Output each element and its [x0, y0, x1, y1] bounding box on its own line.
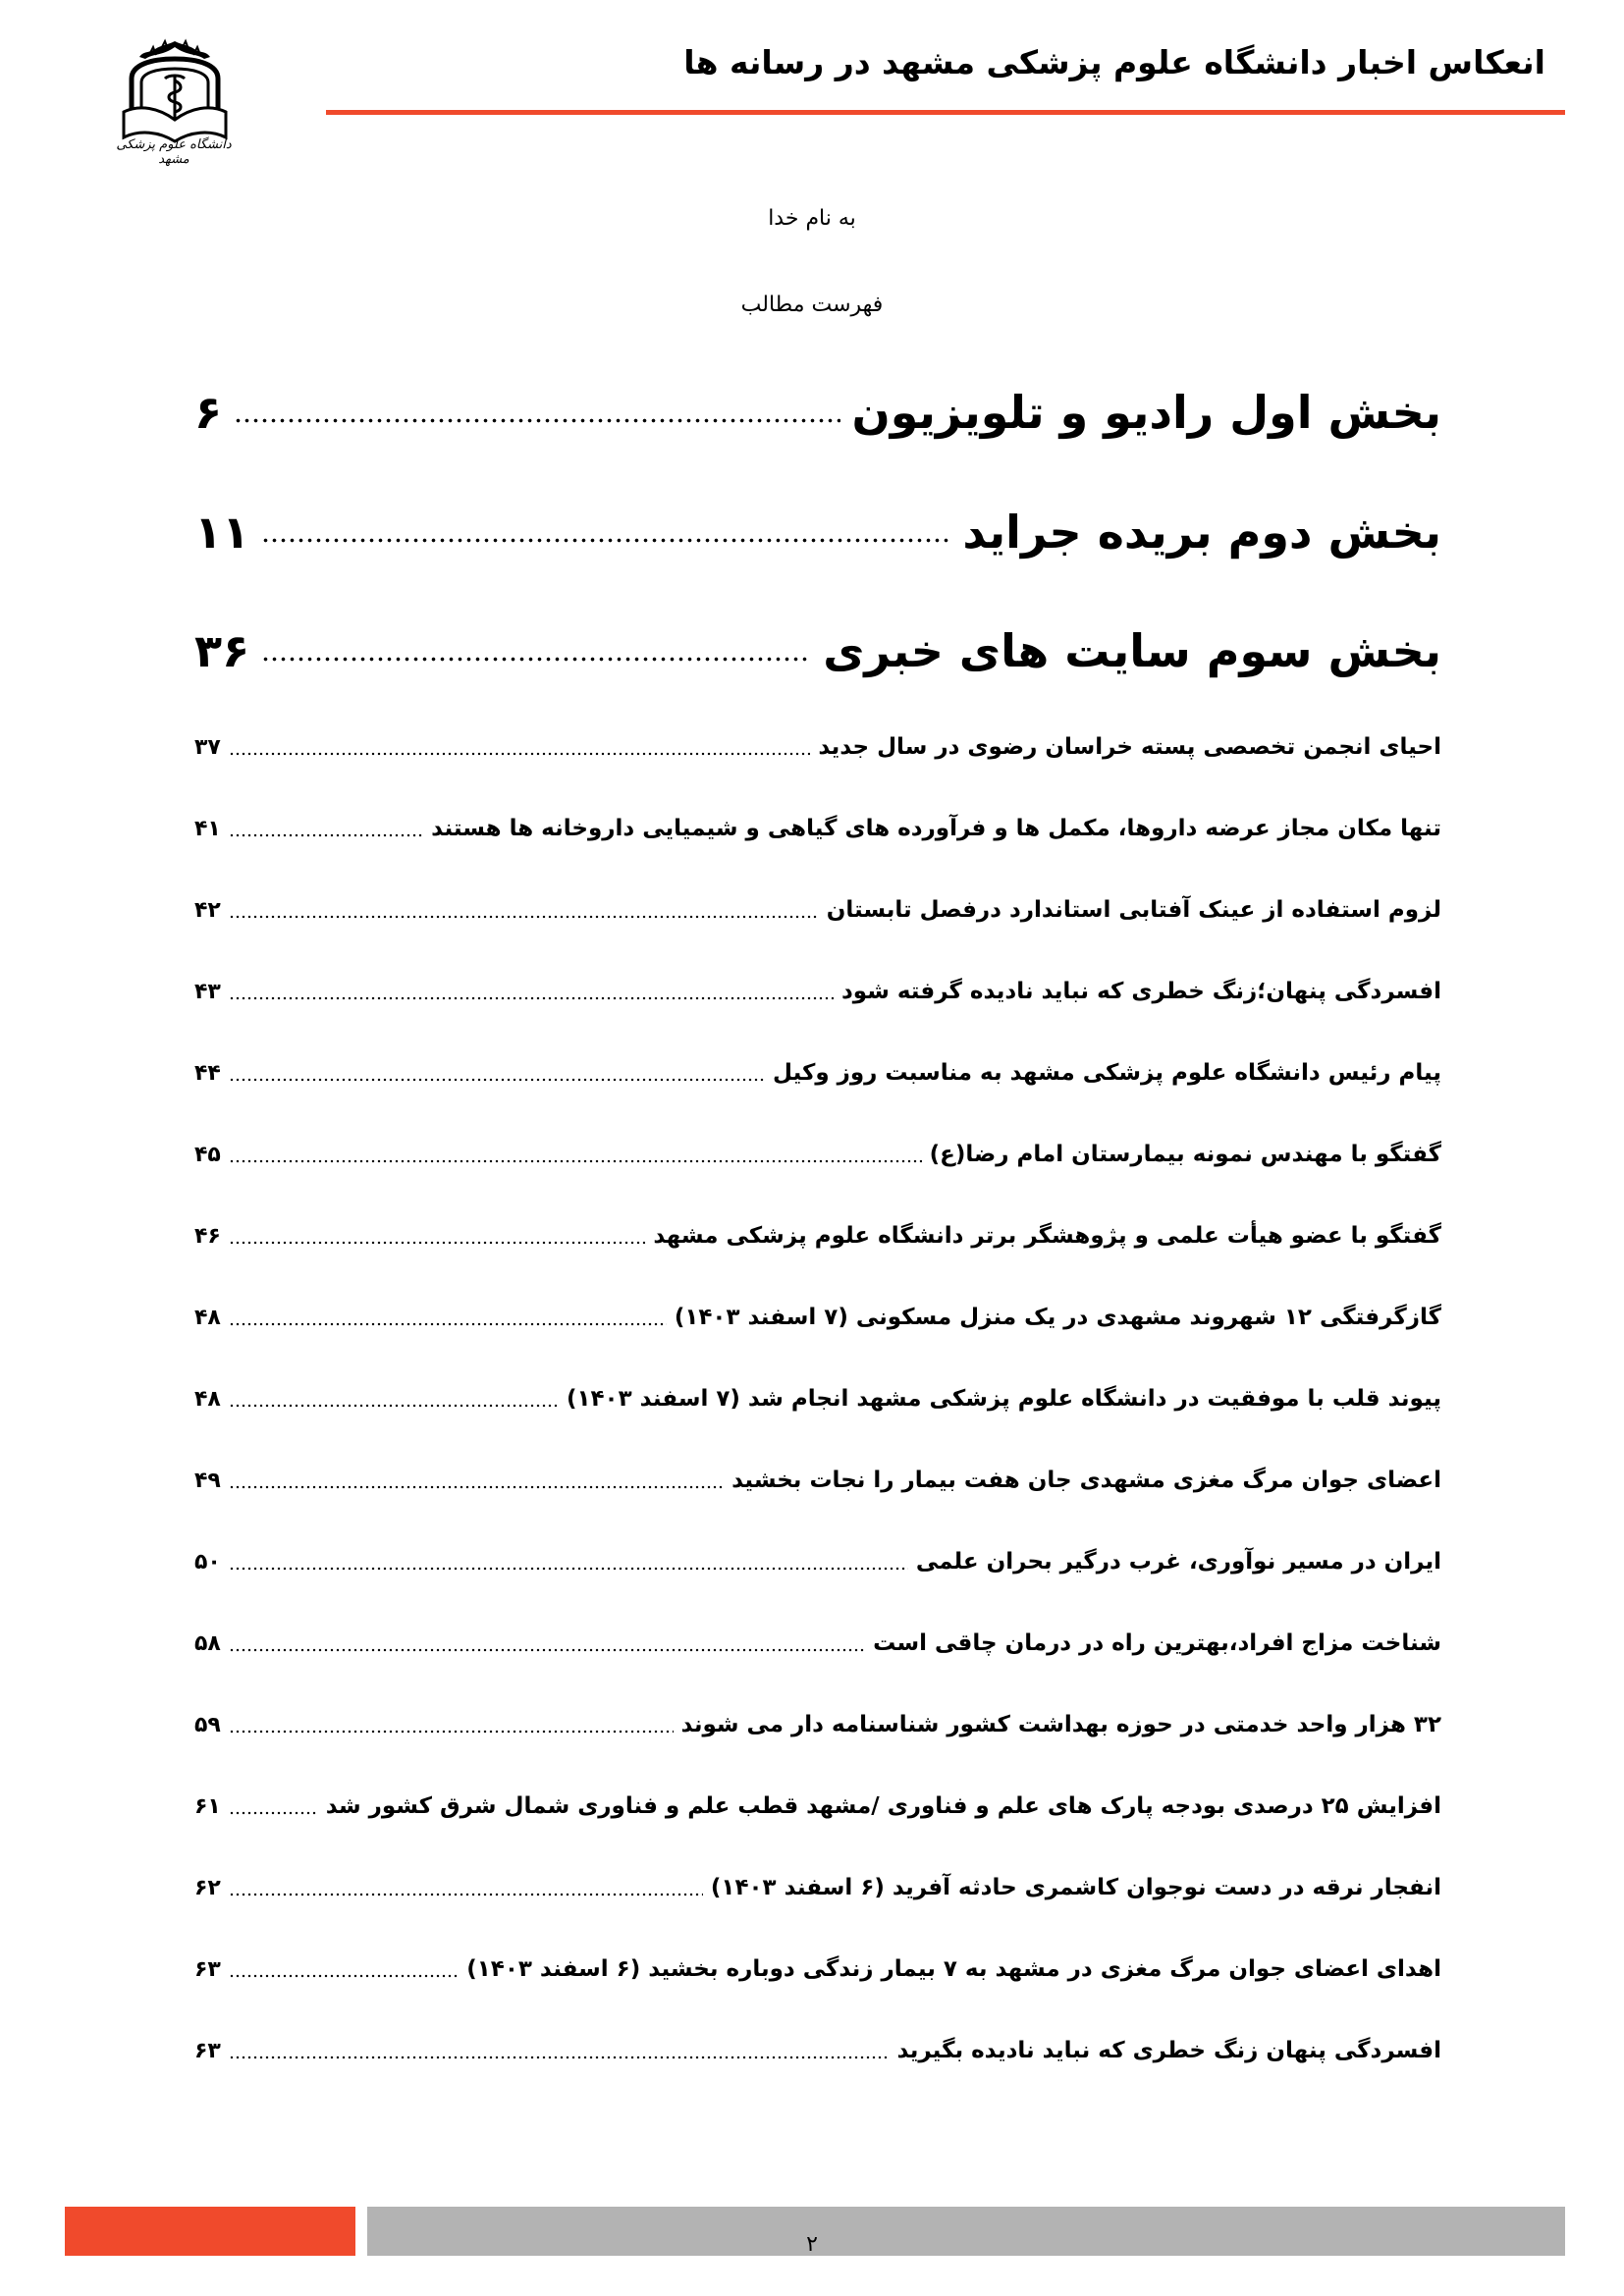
toc-item-title: تنها مکان مجاز عرضه داروها، مکمل ها و فرآورده های گیاهی و شیمیایی داروخانه ها هستند	[431, 816, 1441, 841]
toc-item-page: ۴۱	[194, 816, 221, 841]
toc-item[interactable]	[194, 727, 1441, 767]
dot-leader	[261, 512, 950, 552]
dot-leader	[229, 1796, 318, 1816]
dot-leader	[229, 819, 423, 838]
toc-item-title: اهدای اعضای جوان مرگ مغزی در مشهد به ۷ بیمار زندگی دوباره بخشید (۶ اسفند ۱۴۰۳)	[466, 1956, 1441, 1982]
dot-leader	[234, 393, 839, 432]
toc-section-entry[interactable]	[194, 378, 1441, 447]
toc-section-page: ۱۱	[194, 506, 250, 559]
toc-item[interactable]	[194, 1135, 1441, 1174]
dot-leader	[229, 2041, 890, 2060]
dot-leader	[229, 1715, 674, 1735]
dot-leader	[229, 1470, 724, 1490]
toc-item-title: گازگرفتگی ۱۲ شهروند مشهدی در یک منزل مسکونی (۷ اسفند ۱۴۰۳)	[674, 1305, 1441, 1330]
toc-item[interactable]	[194, 1624, 1441, 1663]
toc-item-page: ۴۶	[194, 1223, 221, 1249]
toc-section-title: بخش سوم سایت های خبری	[823, 624, 1441, 677]
toc-item[interactable]	[194, 890, 1441, 930]
toc-item-page: ۶۳	[194, 2038, 221, 2063]
toc-section-page: ۶	[194, 386, 223, 439]
toc-section-entry[interactable]	[194, 616, 1441, 685]
dot-leader	[229, 737, 810, 757]
toc-item[interactable]	[194, 1949, 1441, 1989]
dot-leader	[229, 1226, 646, 1246]
header-divider	[326, 110, 1565, 115]
toc-item-page: ۴۹	[194, 1468, 221, 1493]
toc-item[interactable]	[194, 1216, 1441, 1255]
toc-item[interactable]	[194, 1868, 1441, 1907]
dot-leader	[229, 1878, 703, 1897]
toc-item-title: احیای انجمن تخصصی پسته خراسان رضوی در سال جدید	[818, 734, 1441, 760]
toc-section-title: بخش دوم بریده جراید	[962, 506, 1441, 559]
toc-item[interactable]	[194, 809, 1441, 848]
toc-item-page: ۵۰	[194, 1549, 221, 1575]
toc-item-title: انفجار نرقه در دست نوجوان کاشمری حادثه آفرید (۶ اسفند ۱۴۰۳)	[710, 1875, 1441, 1900]
toc-item[interactable]	[194, 1298, 1441, 1337]
toc-section-title: بخش اول رادیو و تلویزیون	[851, 386, 1441, 439]
toc-item-page: ۵۹	[194, 1712, 221, 1737]
dot-leader	[229, 900, 819, 920]
header-title: انعکاس اخبار دانشگاه علوم پزشکی مشهد در رسانه ها	[683, 43, 1545, 81]
toc-item[interactable]	[194, 1461, 1441, 1500]
page-number: ۲	[806, 2232, 818, 2257]
dot-leader	[261, 631, 811, 670]
toc-item-title: گفتگو با عضو هیأت علمی و پژوهشگر برتر دانشگاه علوم پزشکی مشهد	[653, 1223, 1441, 1249]
toc-item-page: ۴۵	[194, 1142, 221, 1167]
dot-leader	[229, 1063, 765, 1083]
toc-section-page: ۳۶	[194, 624, 250, 677]
toc-item-page: ۵۸	[194, 1630, 221, 1656]
toc-section-entry[interactable]	[194, 498, 1441, 566]
dot-leader	[229, 1308, 667, 1327]
dot-leader	[229, 982, 834, 1001]
basmala: به نام خدا	[768, 206, 856, 231]
toc-item-title: ۳۲ هزار واحد خدمتی در حوزه بهداشت کشور شناسنامه دار می شوند	[680, 1712, 1441, 1737]
toc-item-title: افسردگی پنهان زنگ خطری که نباید نادیده بگیرید	[896, 2038, 1441, 2063]
toc-item-title: پیام رئیس دانشگاه علوم پزشکی مشهد به مناسبت روز وکیل	[773, 1060, 1441, 1086]
toc-item-page: ۳۷	[194, 734, 221, 760]
toc-title: فهرست مطالب	[740, 293, 884, 317]
toc-item[interactable]	[194, 1542, 1441, 1581]
toc-item-title: شناخت مزاج افراد،بهترین راه در درمان چاقی است	[873, 1630, 1441, 1656]
toc-item-title: ایران در مسیر نوآوری، غرب درگیر بحران علمی	[915, 1549, 1441, 1575]
dot-leader	[229, 1959, 459, 1979]
toc-item-title: گفتگو با مهندس نمونه بیمارستان امام رضا(ع)	[929, 1142, 1441, 1167]
toc-item-page: ۶۱	[194, 1793, 221, 1819]
dot-leader	[229, 1633, 865, 1653]
toc-item-page: ۴۸	[194, 1305, 221, 1330]
logo-caption: دانشگاه علوم پزشکی مشهد	[116, 137, 232, 167]
toc-item[interactable]	[194, 1053, 1441, 1093]
dot-leader	[229, 1389, 559, 1409]
toc-item-page: ۴۲	[194, 897, 221, 923]
toc-item-page: ۴۴	[194, 1060, 221, 1086]
dot-leader	[229, 1552, 908, 1572]
toc-item[interactable]	[194, 2031, 1441, 2070]
toc-item-page: ۴۳	[194, 979, 221, 1004]
dot-leader	[229, 1145, 922, 1164]
toc-item[interactable]	[194, 972, 1441, 1011]
toc-item-title: افسردگی پنهان؛زنگ خطری که نباید نادیده گرفته شود	[840, 979, 1441, 1004]
toc-item-page: ۴۸	[194, 1386, 221, 1412]
toc-item-title: پیوند قلب با موفقیت در دانشگاه علوم پزشکی مشهد انجام شد (۷ اسفند ۱۴۰۳)	[566, 1386, 1441, 1412]
toc-item[interactable]	[194, 1705, 1441, 1744]
toc-item-title: افزایش ۲۵ درصدی بودجه پارک های علم و فناوری /مشهد قطب علم و فناوری شمال شرق کشور شد	[325, 1793, 1441, 1819]
toc-item-page: ۶۲	[194, 1875, 221, 1900]
toc-item-page: ۶۳	[194, 1956, 221, 1982]
toc-item[interactable]	[194, 1379, 1441, 1418]
toc-item[interactable]	[194, 1787, 1441, 1826]
toc-item-title: اعضای جوان مرگ مغزی مشهدی جان هفت بیمار را نجات بخشید	[731, 1468, 1441, 1493]
toc-item-title: لزوم استفاده از عینک آفتابی استاندارد درفصل تابستان	[826, 897, 1441, 923]
